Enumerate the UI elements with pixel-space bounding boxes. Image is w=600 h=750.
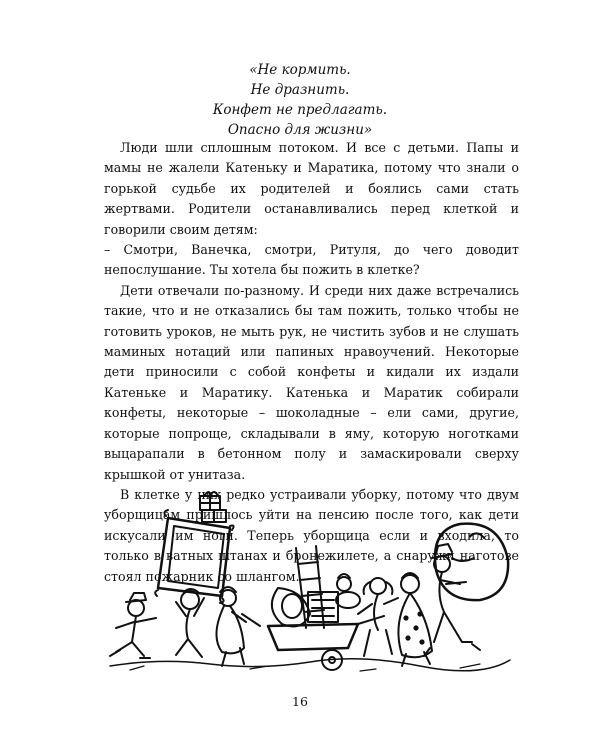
sign-line: Не дразнить. bbox=[250, 82, 350, 98]
paragraph: В клетке у них редко устраивали уборку, потому что двум уборщицам пришлось уйти на пенсию после того, как дети искусали им ноги. Теперь уборщица если и входила, то только в ватных штанах и бронежилете, а снаружи наготове стоял пожарник со шлангом. bbox=[104, 486, 519, 584]
crowd-illustration bbox=[100, 488, 520, 678]
paragraph: – Смотри, Ванечка, смотри, Ритуля, до чего доводит непослушание. Ты хотела бы пожить в клетке? bbox=[104, 242, 519, 278]
paragraph: Дети отвечали по-разному. И среди них даже встречались такие, что и не отказались бы там пожить, только чтобы не готовить уроков, не мыть рук, не чистить зубов и не слушать маминых нотаций или папиных нравоучений. Некоторые дети приносили с собой конфеты и кидали их издали Катеньке и Маратику. Катенька и Маратик собирали конфеты, некоторые – шоколадные – ели сами, другие, которые попроще, складывали в яму, которую ноготками выцарапали в бетонном полу и замаскировали сверху крышкой от унитаза. bbox=[104, 282, 519, 482]
sign-line: Опасно для жизни» bbox=[227, 122, 373, 138]
sign-line: «Не кормить. bbox=[249, 62, 351, 78]
paragraph: Люди шли сплошным потоком. И все с детьми. Папы и мамы не жалели Катеньку и Маратика, потому что знали о горькой судьбе их родителей и боялись сами стать жертвами. Родители останавливались перед клеткой и говорили своим детям: bbox=[104, 140, 519, 237]
sign-line: Конфет не предлагать. bbox=[212, 102, 388, 118]
warning-sign-text bbox=[0, 60, 600, 140]
page-number: 16 bbox=[292, 694, 308, 709]
